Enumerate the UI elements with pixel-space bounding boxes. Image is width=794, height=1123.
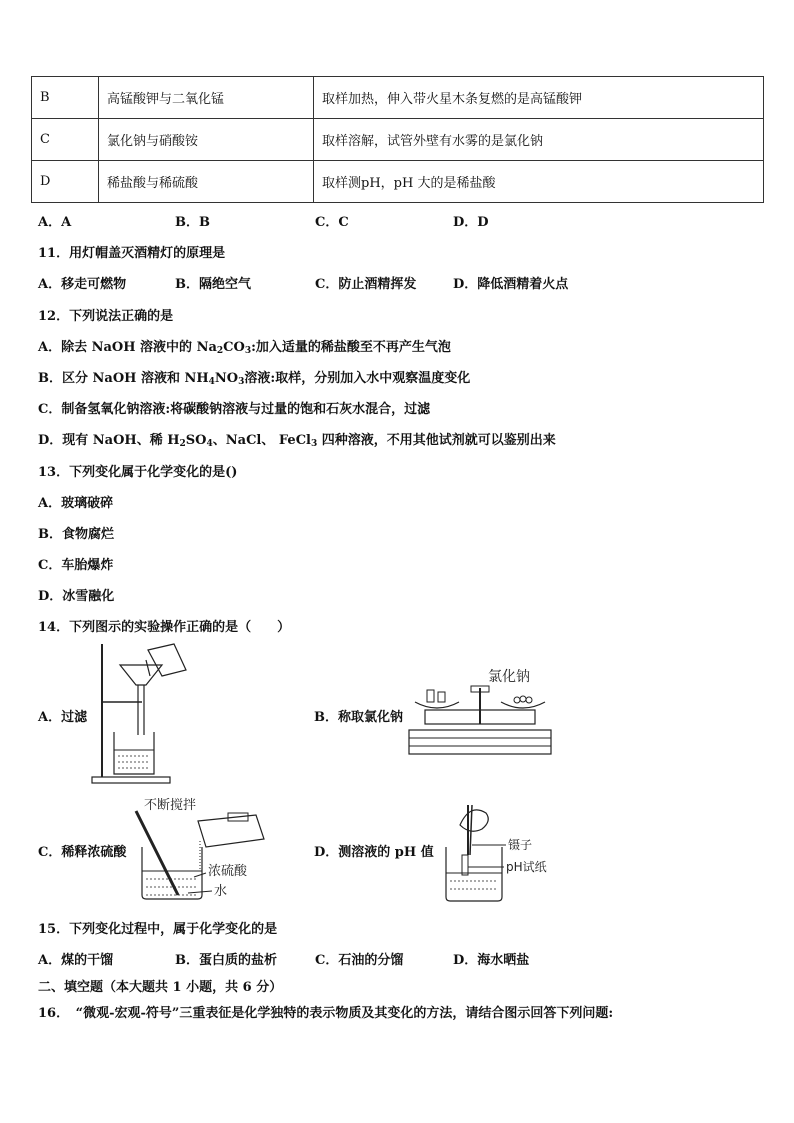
fig-label-tweezers: 镊子	[508, 838, 533, 852]
subscript: 2	[216, 346, 224, 356]
answer-table	[31, 76, 764, 203]
row-substances: 氯化钠与硝酸铵	[99, 119, 314, 161]
table-row	[32, 161, 764, 203]
text: 四种溶液，不用其他试剂就可以鉴别出来	[317, 433, 556, 448]
q14-option-c[interactable]: C．稀释浓硫酸	[38, 845, 127, 860]
balance-figure	[405, 658, 555, 762]
fig-label-nacl: 氯化钠	[488, 669, 530, 685]
option-d[interactable]: D．海水晒盐	[453, 953, 530, 968]
fig-label-acid: 浓硫酸	[208, 864, 248, 879]
fig-label-ph-paper: pH试纸	[506, 860, 547, 874]
row-substances: 稀盐酸与稀硫酸	[99, 161, 314, 203]
dilution-figure	[128, 795, 278, 905]
q11-stem: 11．用灯帽盖灭酒精灯的原理是	[38, 246, 226, 261]
option-d[interactable]: D．降低酒精着火点	[453, 277, 569, 292]
subscript: 4	[208, 377, 215, 387]
q12-option-c[interactable]: C．制备氢氧化钠溶液:将碳酸钠溶液与过量的饱和石灰水混合，过滤	[38, 402, 431, 417]
text: NO	[214, 371, 239, 386]
q10-options	[38, 211, 489, 230]
row-method: 取样加热，伸入带火星木条复燃的是高锰酸钾	[314, 77, 764, 119]
fig-label-stir: 不断搅拌	[144, 798, 197, 813]
ph-test-figure	[440, 795, 550, 905]
option-a[interactable]: A．煤的干馏	[38, 953, 114, 968]
row-id: C	[32, 119, 99, 161]
q13-option-b[interactable]: B．食物腐烂	[38, 527, 114, 542]
option-b[interactable]: B．蛋白质的盐析	[175, 953, 277, 968]
q12-stem: 12．下列说法正确的是	[38, 309, 174, 324]
option-c[interactable]: C．C	[315, 215, 349, 230]
q14-option-b[interactable]: B．称取氯化钠	[314, 710, 403, 725]
filtration-figure	[90, 640, 200, 785]
q14-option-d[interactable]: D．测溶液的 pH 值	[314, 845, 434, 860]
subscript: 3	[238, 377, 245, 387]
option-c[interactable]: C．石油的分馏	[315, 953, 404, 968]
q12-option-d[interactable]	[38, 429, 556, 449]
text: A．除去 NaOH 溶液中的 Na	[38, 340, 217, 355]
subscript: 3	[244, 346, 252, 356]
q13-option-c[interactable]: C．车胎爆炸	[38, 558, 114, 573]
row-id: D	[32, 161, 99, 203]
row-method: 取样测pH，pH 大的是稀盐酸	[314, 161, 764, 203]
q12-option-b[interactable]	[38, 367, 470, 387]
q11-options	[38, 273, 568, 292]
text: CO	[223, 340, 245, 355]
text: B．区分 NaOH 溶液和 NH	[38, 371, 209, 386]
q13-stem: 13．下列变化属于化学变化的是()	[38, 465, 238, 480]
option-b[interactable]: B．B	[175, 215, 210, 230]
section-heading: 二、填空题（本大题共 1 小题，共 6 分）	[38, 980, 283, 995]
table-row	[32, 119, 764, 161]
q13-option-d[interactable]: D．冰雪融化	[38, 589, 115, 604]
subscript: 3	[310, 439, 318, 449]
table-row	[32, 77, 764, 119]
row-method: 取样溶解，试管外壁有水雾的是氯化钠	[314, 119, 764, 161]
row-id: B	[32, 77, 99, 119]
q14-option-a[interactable]: A．过滤	[38, 710, 88, 725]
q16-stem: 16． “微观-宏观-符号”三重表征是化学独特的表示物质及其变化的方法，请结合图示回答下列问题:	[38, 1006, 614, 1021]
text: D．现有 NaOH、稀 H	[38, 433, 180, 448]
option-a[interactable]: A．移走可燃物	[38, 277, 127, 292]
q13-option-a[interactable]: A．玻璃破碎	[38, 496, 114, 511]
subscript: 4	[206, 439, 213, 449]
fig-label-water: 水	[214, 884, 228, 899]
text: 、NaCl、 FeCl	[212, 433, 311, 448]
option-a[interactable]: A．A	[38, 215, 72, 230]
row-substances: 高锰酸钾与二氧化锰	[99, 77, 314, 119]
q15-options	[38, 949, 529, 968]
subscript: 2	[179, 439, 186, 449]
text: SO	[185, 433, 207, 448]
text: :加入适量的稀盐酸至不再产生气泡	[251, 340, 451, 355]
text: 溶液:取样，分别加入水中观察温度变化	[244, 371, 471, 386]
option-b[interactable]: B．隔绝空气	[175, 277, 251, 292]
option-c[interactable]: C．防止酒精挥发	[315, 277, 417, 292]
q14-stem: 14．下列图示的实验操作正确的是（ ）	[38, 620, 291, 635]
q12-option-a[interactable]	[38, 336, 451, 356]
q15-stem: 15．下列变化过程中，属于化学变化的是	[38, 922, 278, 937]
option-d[interactable]: D．D	[453, 215, 489, 230]
